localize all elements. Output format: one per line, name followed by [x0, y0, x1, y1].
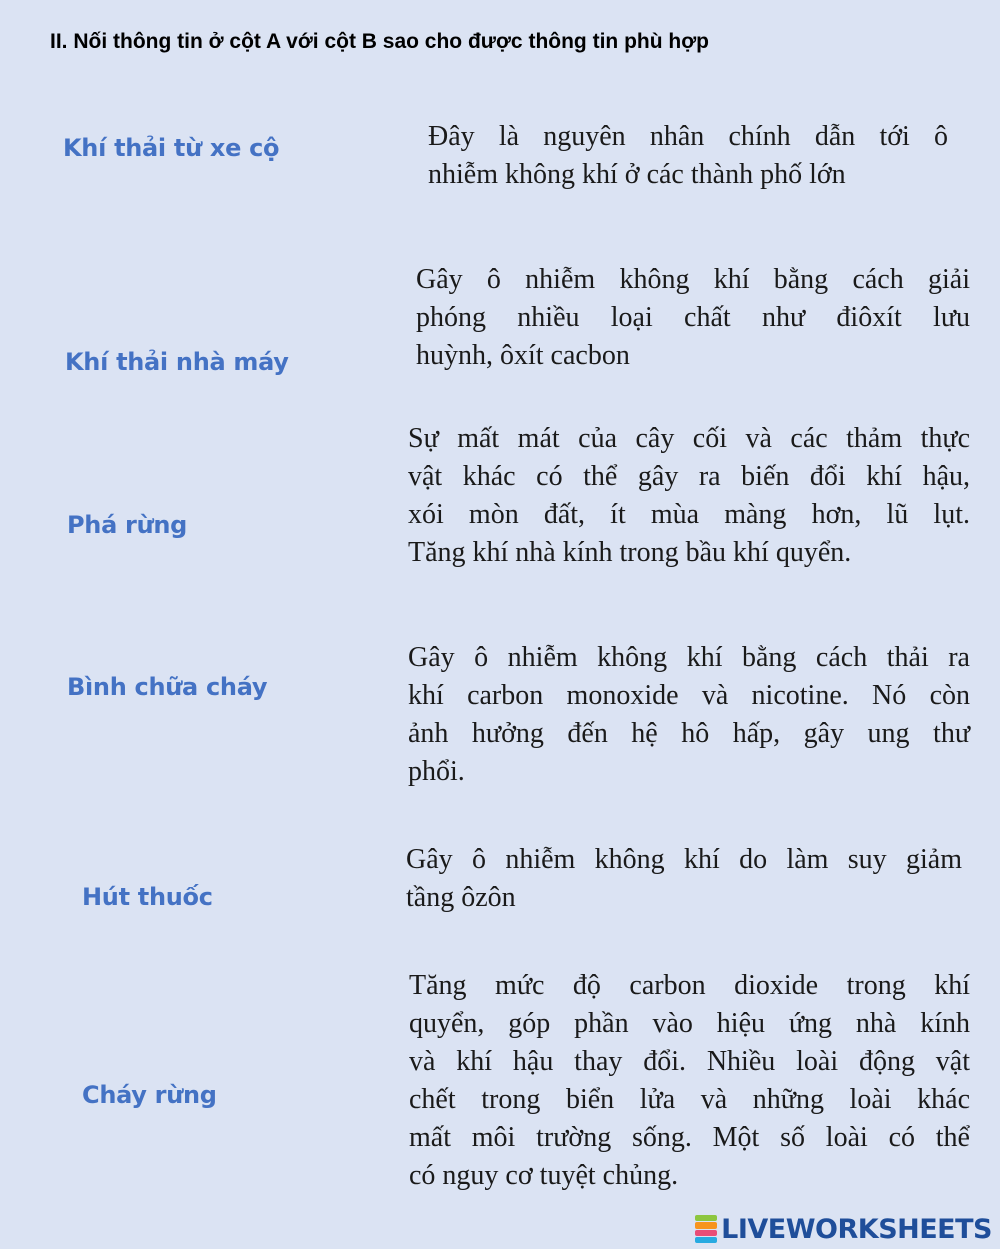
page-title: II. Nối thông tin ở cột A với cột B sao cho được thông tin phù hợp [50, 30, 709, 53]
text-line: Gây ô nhiễm không khí bằng cách giải [416, 264, 970, 295]
column-b-item-3[interactable] [408, 420, 970, 572]
column-a-item-4[interactable]: Bình chữa cháy [67, 673, 268, 701]
text-line: quyển, góp phần vào hiệu ứng nhà kính [409, 1008, 970, 1039]
column-b-item-6[interactable] [409, 967, 970, 1195]
column-b-item-1[interactable] [428, 118, 948, 194]
text-line: và khí hậu thay đổi. Nhiều loài động vật [409, 1046, 970, 1077]
logo-text: LIVEWORKSHEETS [721, 1213, 992, 1245]
text-line: phóng nhiều loại chất như điôxít lưu [416, 302, 970, 333]
text-line: Đây là nguyên nhân chính dẫn tới ô [428, 121, 948, 152]
liveworksheets-logo [695, 1212, 992, 1246]
text-line: tầng ôzôn [406, 882, 516, 913]
text-line: Sự mất mát của cây cối và các thảm thực [408, 423, 970, 454]
column-b-item-5[interactable] [406, 841, 962, 917]
logo-bar-2 [695, 1222, 717, 1228]
text-line: mất môi trường sống. Một số loài có thể [409, 1122, 970, 1153]
column-b-item-2[interactable] [416, 261, 970, 375]
text-line: xói mòn đất, ít mùa màng hơn, lũ lụt. [408, 499, 970, 530]
logo-bar-4 [695, 1237, 717, 1243]
text-line: khí carbon monoxide và nicotine. Nó còn [408, 680, 970, 711]
text-line: có nguy cơ tuyệt chủng. [409, 1160, 679, 1191]
text-line: phổi. [408, 756, 465, 787]
logo-bar-3 [695, 1230, 717, 1236]
column-a-item-2[interactable]: Khí thải nhà máy [65, 348, 289, 376]
text-line: Gây ô nhiễm không khí do làm suy giảm [406, 844, 962, 875]
text-line: vật khác có thể gây ra biến đổi khí hậu, [408, 461, 970, 492]
text-line: Tăng mức độ carbon dioxide trong khí [409, 970, 970, 1001]
text-line: nhiễm không khí ở các thành phố lớn [428, 159, 846, 190]
text-line: ảnh hưởng đến hệ hô hấp, gây ung thư [408, 718, 970, 749]
text-line: chết trong biển lửa và những loài khác [409, 1084, 970, 1115]
logo-bar-1 [695, 1215, 717, 1221]
column-a-item-5[interactable]: Hút thuốc [82, 883, 213, 911]
column-a-item-6[interactable]: Cháy rừng [82, 1081, 217, 1109]
column-a-item-1[interactable]: Khí thải từ xe cộ [63, 134, 280, 162]
text-line: Gây ô nhiễm không khí bằng cách thải ra [408, 642, 970, 673]
liveworksheets-icon [695, 1215, 717, 1243]
text-line: Tăng khí nhà kính trong bầu khí quyển. [408, 537, 852, 568]
column-a-item-3[interactable]: Phá rừng [67, 511, 188, 539]
text-line: huỳnh, ôxít cacbon [416, 340, 630, 371]
column-b-item-4[interactable] [408, 639, 970, 791]
